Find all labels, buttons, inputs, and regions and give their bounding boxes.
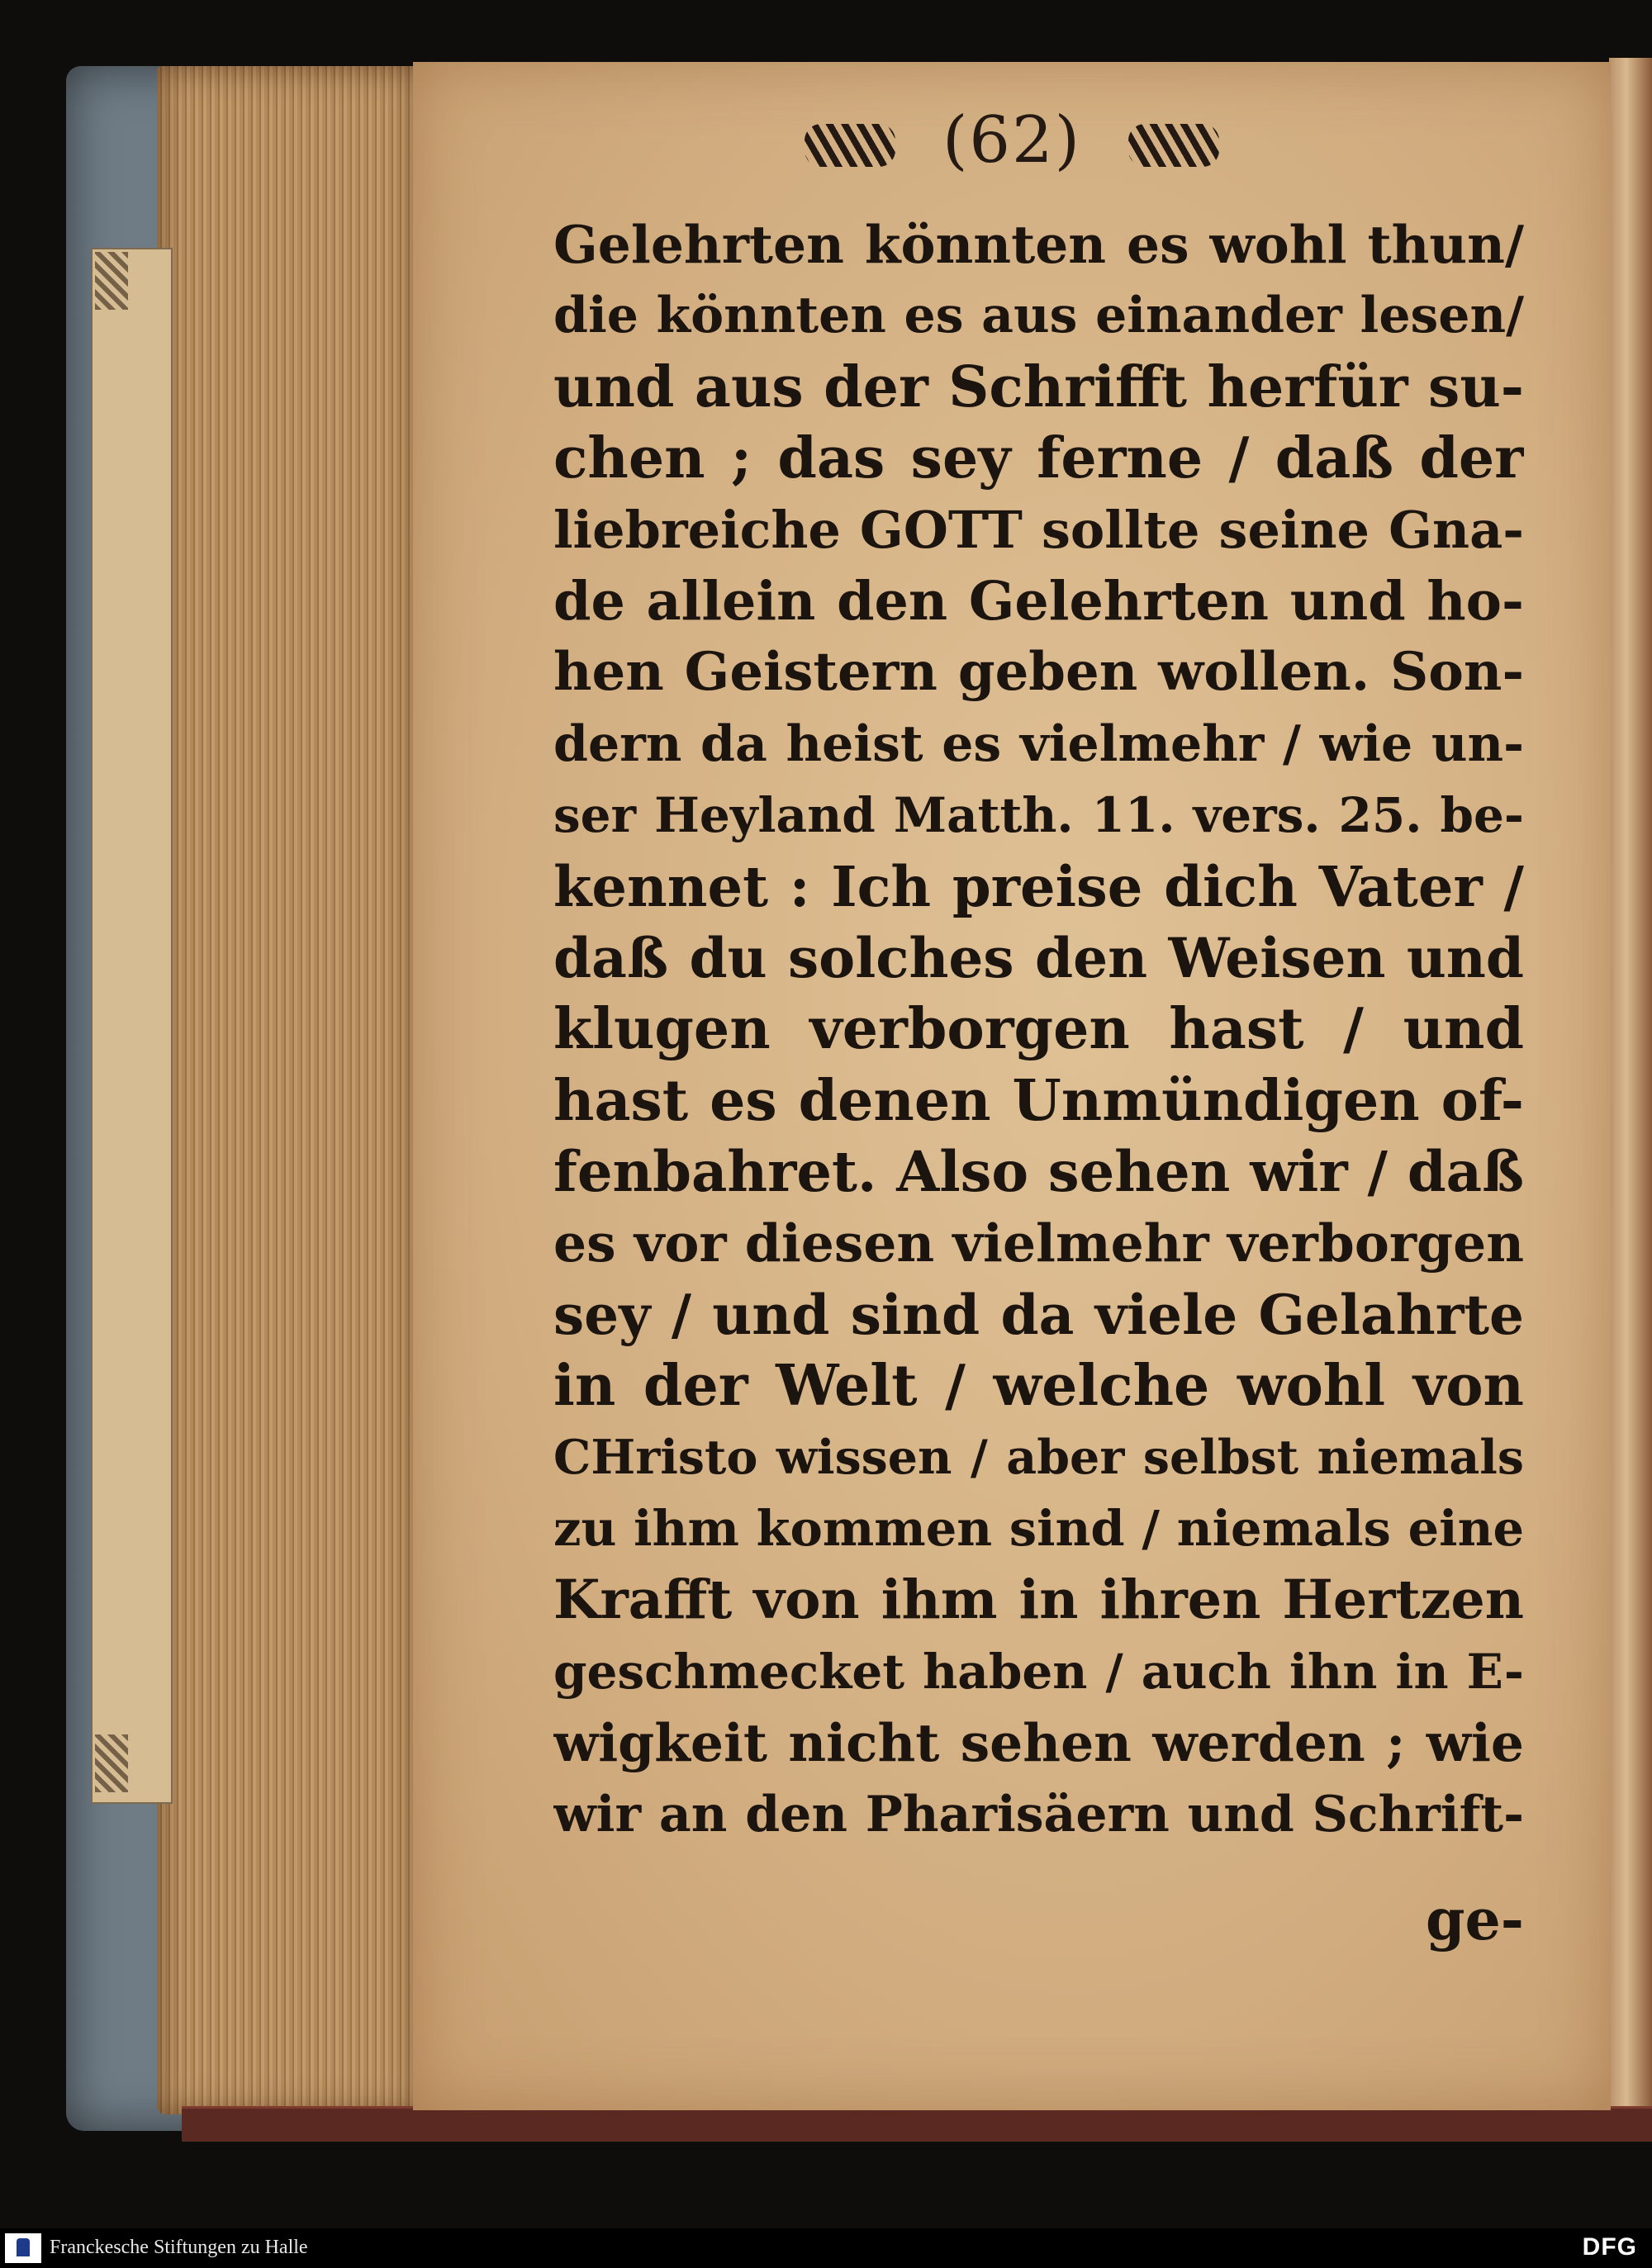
page-header — [413, 103, 1611, 178]
inner-cover-board — [91, 248, 173, 1804]
text-line: es vor diesen vielmehr verborgen — [553, 1212, 1524, 1274]
text-line: wigkeit nicht sehen werden ; wie — [553, 1712, 1524, 1774]
page-edges — [157, 66, 421, 2114]
text-line: hast es denen Unmündigen of- — [553, 1067, 1524, 1134]
book-page — [413, 62, 1611, 2110]
catchword: ge- — [1425, 1887, 1524, 1953]
text-line: hen Geistern geben wollen. Son- — [553, 641, 1524, 704]
page-text — [553, 209, 1524, 1850]
text-line: de allein den Gelehrten und ho- — [553, 569, 1524, 633]
text-line: sey / und sind da viele Gelahrte — [553, 1282, 1524, 1347]
text-line: geschmecket haben / auch ihn in E- — [553, 1643, 1524, 1700]
text-line: und aus der Schrifft herfür su- — [553, 353, 1524, 420]
footer-bar — [0, 2228, 1652, 2268]
text-line: fenbahret. Also sehen wir / daß — [553, 1139, 1524, 1205]
text-line: kennet : Ich preise dich Vater / — [553, 853, 1524, 919]
text-line: daß du solches den Weisen und — [553, 925, 1524, 990]
corner-ornament-bottom — [95, 1734, 128, 1792]
institution-name[interactable]: Franckesche Stiftungen zu Halle — [50, 2237, 308, 2258]
corner-ornament-top — [95, 252, 128, 310]
institution-logo-icon[interactable] — [5, 2233, 41, 2263]
text-line: wir an den Pharisäern und Schrift- — [553, 1785, 1524, 1843]
text-line: die könnten es aus einander lesen/ — [553, 287, 1524, 345]
facing-page-edge — [1609, 58, 1652, 2106]
text-line: Krafft von ihm in ihren Hertzen — [553, 1568, 1524, 1632]
text-line: chen ; das sey ferne / daß der — [553, 425, 1524, 492]
book-binding-edge — [182, 2106, 1652, 2142]
text-line: klugen verborgen hast / und — [553, 996, 1524, 1063]
header-ornament-right — [1128, 124, 1219, 167]
text-line: dern da heist es vielmehr / wie un- — [553, 714, 1524, 773]
text-line: CHristo wissen / aber selbst niemals — [553, 1429, 1524, 1485]
text-line: in der Welt / welche wohl von — [553, 1353, 1524, 1420]
header-ornament-left — [805, 124, 895, 167]
dfg-logo[interactable]: DFG — [1582, 2233, 1637, 2261]
page-number: (62) — [942, 103, 1082, 178]
text-line: zu ihm kommen sind / niemals eine — [553, 1500, 1524, 1558]
text-line: Gelehrten könnten es wohl thun/ — [553, 214, 1524, 275]
text-line: ser Heyland Matth. 11. vers. 25. be- — [553, 787, 1524, 844]
text-line: liebreiche GOTT sollte seine Gna- — [553, 499, 1524, 560]
